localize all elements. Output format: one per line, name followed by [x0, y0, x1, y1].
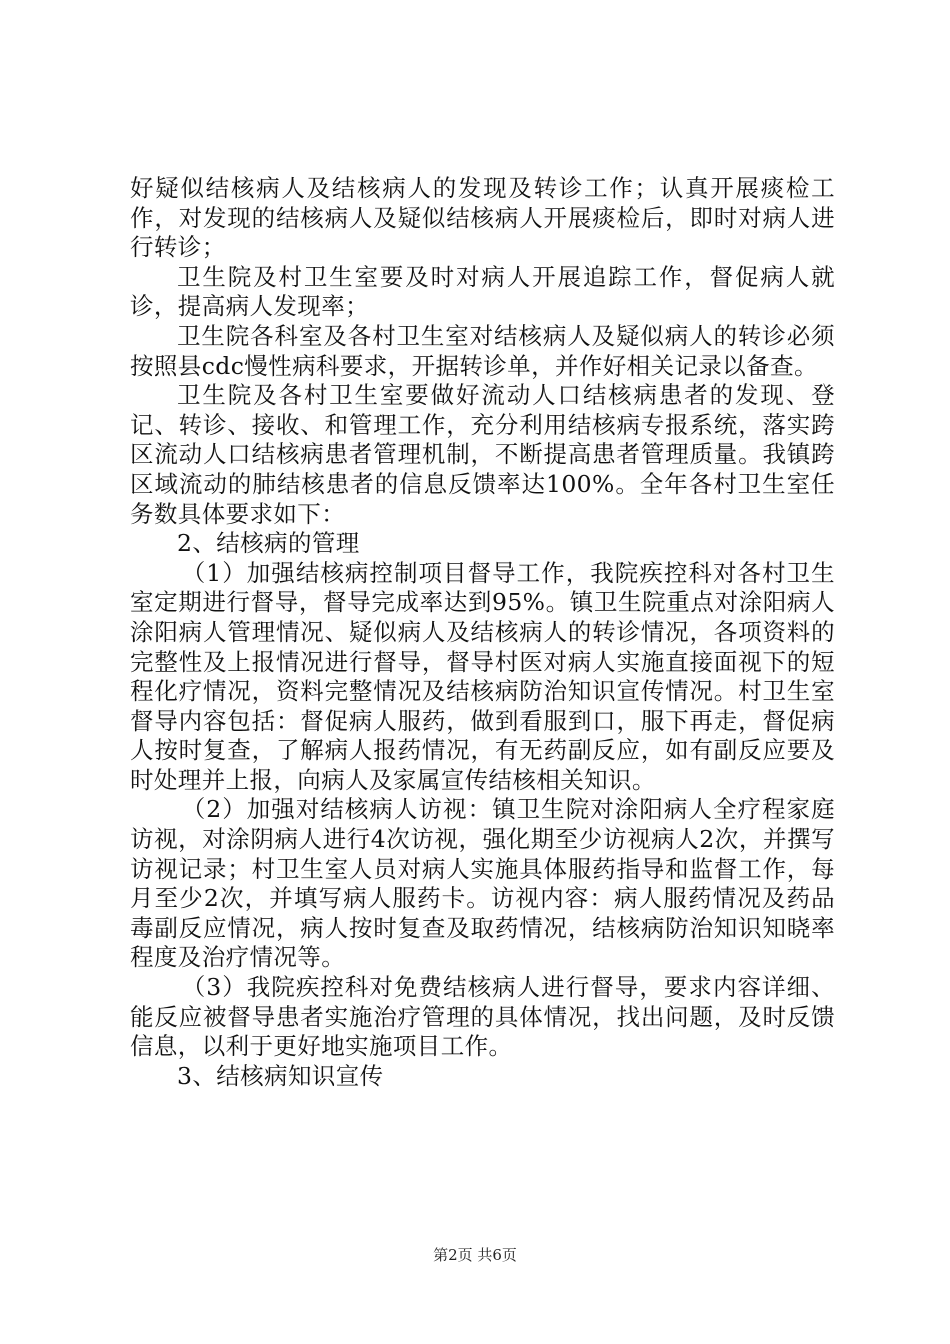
- section-heading-management: 2、结核病的管理: [177, 529, 360, 558]
- paragraph-tracking: 卫生院及村卫生室要及时对病人开展追踪工作，督促病人就诊，提高病人发现率；: [130, 262, 835, 321]
- section-heading-education: 3、结核病知识宣传: [177, 1061, 384, 1090]
- page-footer: 第2页 共6页: [433, 1246, 517, 1264]
- paragraph-referral: 卫生院各科室及各村卫生室对结核病人及疑似病人的转诊必须按照县cdc慢性病科要求，开据转诊单，并作好相关记录以备查。: [130, 321, 835, 380]
- paragraph-free-patient-supervision: （3）我院疾控科对免费结核病人进行督导，要求内容详细、能反应被督导患者实施治疗管理的具体情况，找出问题，及时反馈信息，以利于更好地实施项目工作。: [130, 973, 835, 1061]
- paragraph-case-finding: 好疑似结核病人及结核病人的发现及转诊工作；认真开展痰检工作，对发现的结核病人及疑似结核病人开展痰检后，即时对病人进行转诊；: [130, 174, 835, 262]
- paragraph-floating-population: 卫生院及各村卫生室要做好流动人口结核病患者的发现、登记、转诊、接收、和管理工作，充分利用结核病专报系统，落实跨区流动人口结核病患者管理机制，不断提高患者管理质量。我镇跨区域流动的肺结核患者的信息反馈率达100%。全年各村卫生室任务数具体要求如下：: [130, 381, 835, 528]
- document-body: [130, 174, 835, 1091]
- paragraph-home-visits: （2）加强对结核病人访视：镇卫生院对涂阳病人全疗程家庭访视，对涂阴病人进行4次访视，强化期至少访视病人2次，并撰写访视记录；村卫生室人员对病人实施具体服药指导和监督工作，每月至少2次，并填写病人服药卡。访视内容：病人服药情况及药品毒副反应情况，病人按时复查及取药情况，结核病防治知识知晓率程度及治疗情况等。: [130, 795, 835, 972]
- paragraph-supervision: （1）加强结核病控制项目督导工作，我院疾控科对各村卫生室定期进行督导，督导完成率达到95%。镇卫生院重点对涂阳病人涂阳病人管理情况、疑似病人及结核病人的转诊情况，各项资料的完整性及上报情况进行督导，督导村医对病人实施直接面视下的短程化疗情况，资料完整情况及结核病防治知识宣传情况。村卫生室督导内容包括：督促病人服药，做到看服到口，服下再走，督促病人按时复查，了解病人报药情况，有无药副反应，如有副反应要及时处理并上报，向病人及家属宣传结核相关知识。: [130, 558, 835, 794]
